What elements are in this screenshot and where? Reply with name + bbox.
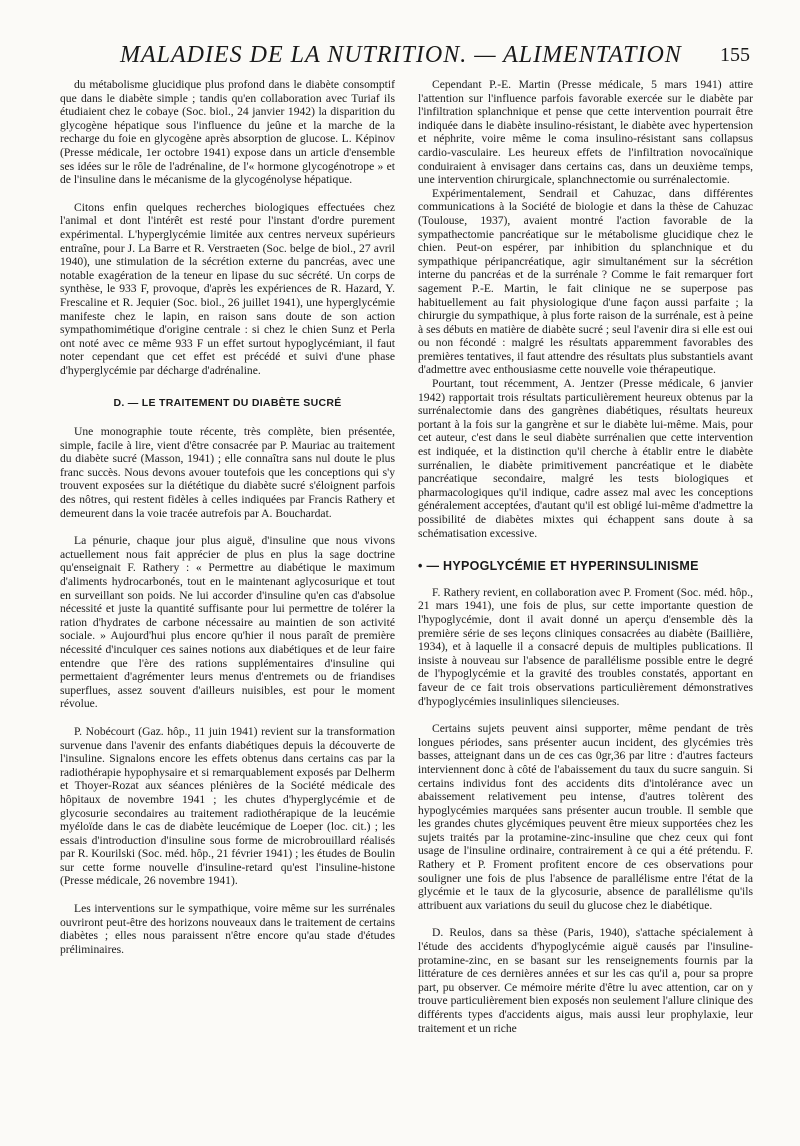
section-heading-e: • — HYPOGLYCÉMIE ET HYPERINSULINISME [418, 559, 699, 574]
paragraph: du métabolisme glucidique plus profond dans le diabète consomptif que dans le diabète simple ; tandis qu'en collaboration avec Turiaf ils étudiaient chez le cobaye (Soc. biol., 24 janvier 1942) la disparition du glycogène hépatique sous l'influence du jeûne et la marche de la recharge du foie en glycogène après absorption de glucose. L. Képinov (Presse médicale, 1er octobre 1941) expose dans un article d'ensemble ses idées sur le rôle de l'adrénaline, de l'« hormone glycogénotrope » et de l'insuline dans le mécanisme de la glycogénolyse hépatique. [60, 78, 395, 187]
paragraph: Citons enfin quelques recherches biologiques effectuées chez l'animal et dont l'intérêt est resté pour l'instant d'ordre purement expérimental. L'hyperglycémie limitée aux centres nerveux supérieurs entraîne, pour J. La Barre et R. Verstraeten (Soc. belge de biol., 27 avril 1940), une stimulation de la sécrétion externe du pancréas, avec une notable exagération de la teneur en lipase du suc sécrété. Un corps de synthèse, le 933 F, provoque, d'après les expériences de R. Hazard, Y. Frescaline et R. Jequier (Soc. biol., 26 juillet 1941), une hyperglycémie manifeste chez le lapin, en raison sans doute de son action sympathomimétique d'origine centrale : si chez le chien Sunz et Perla ont noté avec ce même 933 F un effet surtout hypoglycémiant, il faut noter cependant que cet effet est précédé et suivi d'une phase d'hyperglycémie par décharge d'adrénaline. [60, 200, 395, 377]
paragraph: La pénurie, chaque jour plus aiguë, d'insuline que nous vivons actuellement nous fait apprécier de plus en plus la sage doctrine qu'enseignait F. Rathery : « Permettre au diabétique le maximum d'aliments hydrocarbonés, tout en le maintenant aglycosurique et tout en surveillant son poids. Ne lui accorder d'insuline qu'en cas d'absolue nécessité et juste la quantité suffisante pour lui permettre de tolérer la ration d'hydrates de carbone nécessaire au maintien de son activité sociale. » Aujourd'hui plus encore qu'hier il nous paraît de première nécessité d'inculquer ces saines notions aux diabétiques et de leur faire entendre que l'ère des rations supplémentaires d'insuline qui permettaient d'agrémenter leurs menus d'entremets ou de friandises superflues, assez souvent d'ailleurs nuisibles, est pour le moment révolue. [60, 534, 395, 711]
paragraph: F. Rathery revient, en collaboration avec P. Froment (Soc. méd. hôp., 21 mars 1941), une fois de plus, sur cette importante question de l'hypoglycémie, dont il avait donné un aperçu d'ensemble dès la première série de ses leçons cliniques consacrées au diabète (Baillière, 1934), et à laquelle il a consacré depuis de multiples publications. Il insiste à nouveau sur l'absence de parallélisme possible entre le degré de l'hypoglycémie et la gravité des troubles constatés, apportant en faveur de ce fait trois observations particulièrement démonstratives d'hypoglycémies insulinliques silencieuses. [418, 585, 753, 708]
paragraph: Les interventions sur le sympathique, voire même sur les surrénales ouvriront peut-être des horizons nouveaux dans le traitement de certains diabètes ; elles nous paraissent n'être encore qu'au stade d'études préliminaires. [60, 902, 395, 956]
paragraph: Certains sujets peuvent ainsi supporter, même pendant de très longues périodes, sans présenter aucun incident, des glycémies très basses, atteignant dans un de ces cas 0gr,36 par litre : d'autres facteurs interviennent donc à côté de l'abaissement du taux du sucre sanguin. Si certains individus font des accidents dits d'intolérance avec un abaissement relativement peu intense, d'autres tolèrent des hypoglycémies marquées sans présenter aucun trouble. Il semble que les grandes chutes glycémiques peuvent être mieux supportées chez les sujets traités par la protamine-zinc-insuline que chez ceux qui font usage de l'insuline ordinaire, contrairement à ce qui a été prétendu. F. Rathery et P. Froment profitent encore de ces observations pour souligner une fois de plus l'absence de parallélisme entre l'état de la glycémie et le taux de la glycosurie, absence de parallélisme qu'ils attribuent aux variations du seuil du glucose chez le diabétique. [418, 722, 753, 912]
paragraph: Cependant P.-E. Martin (Presse médicale, 5 mars 1941) attire l'attention sur l'influence parfois favorable exercée sur le diabète par l'infiltration splanchnique et pense que cette intervention pourrait être indiquée dans le diabète insulino-résistant, le diabète avec hypertension et néphrite, voire même le coma insulino-résistant sans collapsus cardio-vasculaire. Les heureux effets de l'infiltration novocaïnique conduiraient à envisager dans certains cas, dans un deuxième temps, une intervention chirurgicale, splanchnectomie ou surrénalectomie. [418, 78, 753, 187]
paragraph: Une monographie toute récente, très complète, bien présentée, simple, facile à lire, vient d'être consacrée par P. Mauriac au traitement du diabète sucré (Masson, 1941) ; elle connaîtra sans nul doute le plus franc succès. Nous devons avouer toutefois que les conceptions qui s'y trouvent exposées sur la diététique du diabète sucré s'éloignent parfois des nôtres, qui restent fidèles à celles indiquées par Francis Rathery et demeurent dans la voie tracée autrefois par A. Bouchardat. [60, 425, 395, 520]
running-title: MALADIES DE LA NUTRITION. — ALIMENTATION [120, 42, 682, 68]
page-header [60, 40, 750, 80]
section-heading-d: D. — LE TRAITEMENT DU DIABÈTE SUCRÉ [113, 397, 342, 410]
right-column [418, 78, 753, 1035]
left-column [60, 78, 395, 956]
paragraph: P. Nobécourt (Gaz. hôp., 11 juin 1941) revient sur la transformation survenue dans l'avenir des enfants diabétiques depuis la découverte de l'insuline. Signalons encore les effets obtenus dans certains cas par la radiothérapie hypophysaire et si remarquablement exposés par Delherm et Thoyer-Rozat aux séances plénières de la Société médicale des hôpitaux de novembre 1941 ; les chutes d'hyperglycémie et de glycosurie secondaires au traitement radiothérapique de la leucémie myéloïde dans le cas de diabète leucémique de Loeper (loc. cit.) ; les essais d'introduction d'insuline sous forme de microbrouillard réalisés par R. Kourilski (Soc. méd. hôp., 21 février 1941) ; les études de Boulin sur cette forme nouvelle d'insuline-retard qu'est l'insuline-histone (Presse médicale, 26 novembre 1941). [60, 724, 395, 888]
paragraph: Pourtant, tout récemment, A. Jentzer (Presse médicale, 6 janvier 1942) rapportait trois résultats particulièrement heureux obtenus par la surrénalectomie dans des gangrènes diabétiques, résultats heureux portant à la fois sur la gangrène et sur le diabète lui-même. Mais, pour cet auteur, c'est dans le seul diabète surrénalien que cette intervention est indiquée, et la distinction qu'il cherche à établir entre le diabète surrénalien, le diabète primitivement pancréatique et le diabète pancréatique secondaire, malgré les tests biologiques et pharmacologiques qu'il indique, cadre assez mal avec les conceptions généralement acceptées, d'autant qu'il est obligé lui-même d'admettre la possibilité de diabètes mixtes qui échappent sans doute à sa schématisation excessive. [418, 377, 753, 540]
page-number: 155 [720, 44, 750, 66]
paragraph: Expérimentalement, Sendrail et Cahuzac, dans différentes communications à la Société de biologie et dans la thèse de Cahuzac (Toulouse, 1937), avaient montré l'action favorable de la sympathectomie pancréatique sur le métabolisme glucidique chez le chien. Peut-on espérer, par inhibition du splanchnique et du sympathique péripancréatique, agir simultanément sur la sécrétion interne du pancréas et de la surrénale ? Comme le fait remarquer fort sagement P.-E. Martin, le fait clinique ne se superpose pas habituellement au fait physiologique d'une façon aussi parfaite ; la chirurgie du sympathique, à plus forte raison de la surrénale, est à peine à ses débuts en matière de diabète sucré ; seul l'avenir dira si elle est oui ou non fécondé : malgré les résultats apparemment favorables des premières tentatives, il faut attendre des résultats plus substantiels avant d'admettre avec enthousiasme cette nouvelle voie thérapeutique. [418, 186, 753, 377]
paragraph: D. Reulos, dans sa thèse (Paris, 1940), s'attache spécialement à l'étude des accidents d'hypoglycémie aiguë causés par l'insuline-protamine-zinc, en se basant sur les renseignements fournis par la littérature de ces dernières années et sur les cas qu'il a, pour sa propre part, pu observer. Ce mémoire mérite d'être lu avec attention, car on y trouve particulièrement bien exposés non seulement l'allure clinique des différents types d'accidents aigus, mais aussi leur prophylaxie, leur traitement et un riche [418, 926, 753, 1035]
